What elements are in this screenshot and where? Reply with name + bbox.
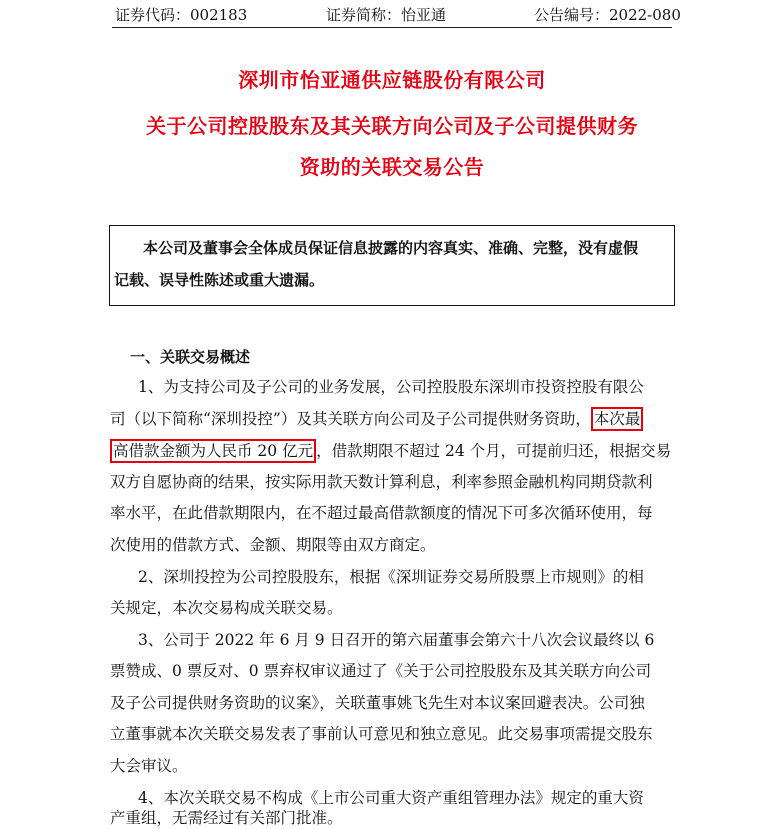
p1-line-3-text: ，借款期限不超过 24 个月，可提前归还，根据交易 <box>316 442 672 460</box>
notice-line-2: 记载、误导性陈述或重大遗漏。 <box>114 271 325 289</box>
p3-line-5: 大会审议。 <box>110 757 188 775</box>
p1-line-4: 双方自愿协商的结果，按实际用款天数计算利息，利率参照金融机构同期贷款利 <box>110 473 653 491</box>
p1-line-2 <box>110 409 643 429</box>
highlight-box-1: 本次最 <box>591 407 644 431</box>
highlight-box-2: 高借款金额为人民币 20 亿元 <box>110 439 316 463</box>
p4-line-1: 4、本次关联交易不构成《上市公司重大资产重组管理办法》规定的重大资 <box>138 789 644 807</box>
page-header <box>0 0 784 30</box>
p2-line-2: 关规定，本次交易构成关联交易。 <box>110 599 343 617</box>
stock-abbreviation: 证券简称：怡亚通 <box>326 6 447 24</box>
p3-line-1: 3、公司于 2022 年 6 月 9 日召开的第六届董事会第六十八次会议最终以 6 <box>138 631 655 649</box>
header-divider <box>112 27 672 28</box>
p3-line-2: 票赞成、0 票反对、0 票弃权审议通过了《关于公司控股股东及其关联方向公司 <box>110 662 652 680</box>
announcement-title-line1: 关于公司控股股东及其关联方向公司及子公司提供财务 <box>146 114 638 138</box>
p2-line-1: 2、深圳投控为公司控股股东，根据《深圳证券交易所股票上市规则》的相 <box>138 568 644 586</box>
p4-line-2: 产重组，无需经过有关部门批准。 <box>110 809 343 827</box>
p1-line-6: 次使用的借款方式、金额、期限等由双方商定。 <box>110 536 436 554</box>
notice-line-1: 本公司及董事会全体成员保证信息披露的内容真实、准确、完整，没有虚假 <box>143 239 639 257</box>
p1-line-3 <box>110 441 671 461</box>
p3-line-4: 立董事就本次关联交易发表了事前认可意见和独立意见。此交易事项需提交股东 <box>110 725 653 743</box>
announcement-title-line2: 资助的关联交易公告 <box>299 155 485 179</box>
p1-line-1: 1、为支持公司及子公司的业务发展，公司控股股东深圳市投资控股有限公 <box>138 378 644 396</box>
p1-line-2-text: 司（以下简称“深圳投控”）及其关联方向公司及子公司提供财务资助， <box>110 410 591 428</box>
p3-line-3: 及子公司提供财务资助的议案》，关联董事姚飞先生对本议案回避表决。公司独 <box>110 694 645 712</box>
stock-code: 证券代码：002183 <box>115 6 248 24</box>
section-title: 一、关联交易概述 <box>130 348 251 366</box>
company-title: 深圳市怡亚通供应链股份有限公司 <box>238 68 546 92</box>
p1-line-5: 率水平，在此借款期限内，在不超过最高借款额度的情况下可多次循环使用，每 <box>110 504 653 522</box>
announcement-number: 公告编号：2022-080 <box>534 6 681 24</box>
disclosure-notice-box <box>109 225 675 306</box>
